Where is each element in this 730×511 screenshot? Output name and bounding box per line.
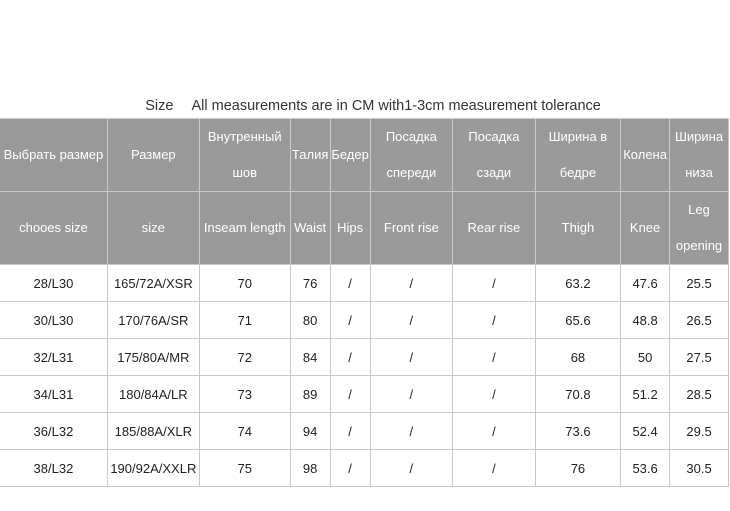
header-waist-en: Waist [290, 192, 330, 265]
header-inseam-en: Inseam length [199, 192, 290, 265]
cell-thigh: 65.6 [535, 302, 620, 339]
cell-rear-rise: / [453, 450, 536, 487]
header-hips-ru: Бедер [330, 119, 370, 192]
table-row [0, 450, 729, 487]
cell-hips: / [330, 376, 370, 413]
cell-knee: 47.6 [621, 265, 670, 302]
cell-front-rise: / [370, 265, 453, 302]
table-header [0, 119, 729, 265]
header-leg-opening-ru: Ширина низа [670, 119, 729, 192]
cell-hips: / [330, 339, 370, 376]
cell-rear-rise: / [453, 376, 536, 413]
cell-front-rise: / [370, 302, 453, 339]
cell-inseam: 75 [199, 450, 290, 487]
cell-choose-size: 28/L30 [0, 265, 107, 302]
cell-waist: 89 [290, 376, 330, 413]
cell-rear-rise: / [453, 413, 536, 450]
cell-waist: 80 [290, 302, 330, 339]
header-rear-rise-en: Rear rise [453, 192, 536, 265]
cell-size: 175/80A/MR [107, 339, 199, 376]
cell-knee: 50 [621, 339, 670, 376]
title-label: Size [145, 98, 174, 114]
header-rear-rise-ru: Посадка сзади [453, 119, 536, 192]
cell-front-rise: / [370, 339, 453, 376]
cell-waist: 98 [290, 450, 330, 487]
cell-inseam: 70 [199, 265, 290, 302]
header-thigh-ru: Ширина в бедре [535, 119, 620, 192]
cell-front-rise: / [370, 413, 453, 450]
cell-hips: / [330, 265, 370, 302]
header-hips-en: Hips [330, 192, 370, 265]
cell-rear-rise: / [453, 302, 536, 339]
cell-knee: 53.6 [621, 450, 670, 487]
cell-choose-size: 38/L32 [0, 450, 107, 487]
header-knee-en: Knee [621, 192, 670, 265]
cell-waist: 76 [290, 265, 330, 302]
cell-waist: 84 [290, 339, 330, 376]
header-front-rise-en: Front rise [370, 192, 453, 265]
cell-leg-opening: 26.5 [670, 302, 729, 339]
cell-choose-size: 36/L32 [0, 413, 107, 450]
table-row [0, 339, 729, 376]
header-size-en: size [107, 192, 199, 265]
header-waist-ru: Талия [290, 119, 330, 192]
cell-front-rise: / [370, 376, 453, 413]
cell-rear-rise: / [453, 339, 536, 376]
cell-thigh: 70.8 [535, 376, 620, 413]
cell-thigh: 63.2 [535, 265, 620, 302]
table-row [0, 265, 729, 302]
cell-thigh: 73.6 [535, 413, 620, 450]
header-choose-size-en: chooes size [0, 192, 107, 265]
cell-knee: 48.8 [621, 302, 670, 339]
cell-front-rise: / [370, 450, 453, 487]
cell-thigh: 76 [535, 450, 620, 487]
table-body [0, 265, 729, 487]
size-chart-table [0, 118, 729, 487]
cell-choose-size: 32/L31 [0, 339, 107, 376]
cell-hips: / [330, 302, 370, 339]
header-size-ru: Размер [107, 119, 199, 192]
cell-hips: / [330, 413, 370, 450]
header-front-rise-ru: Посадка спереди [370, 119, 453, 192]
title-note: All measurements are in CM with1-3cm measurement tolerance [191, 98, 601, 114]
cell-leg-opening: 28.5 [670, 376, 729, 413]
cell-waist: 94 [290, 413, 330, 450]
table-row [0, 376, 729, 413]
header-thigh-en: Thigh [535, 192, 620, 265]
cell-knee: 51.2 [621, 376, 670, 413]
header-choose-size-ru: Выбрать размер [0, 119, 107, 192]
cell-inseam: 72 [199, 339, 290, 376]
cell-inseam: 71 [199, 302, 290, 339]
cell-size: 180/84A/LR [107, 376, 199, 413]
cell-leg-opening: 29.5 [670, 413, 729, 450]
cell-knee: 52.4 [621, 413, 670, 450]
cell-size: 190/92A/XXLR [107, 450, 199, 487]
cell-inseam: 74 [199, 413, 290, 450]
cell-leg-opening: 27.5 [670, 339, 729, 376]
header-knee-ru: Колена [621, 119, 670, 192]
cell-rear-rise: / [453, 265, 536, 302]
cell-thigh: 68 [535, 339, 620, 376]
cell-inseam: 73 [199, 376, 290, 413]
header-leg-opening-en: Leg opening [670, 192, 729, 265]
table-row [0, 302, 729, 339]
cell-hips: / [330, 450, 370, 487]
cell-size: 165/72A/XSR [107, 265, 199, 302]
header-row-english [0, 192, 729, 265]
cell-leg-opening: 25.5 [670, 265, 729, 302]
header-inseam-ru: Внутренный шов [199, 119, 290, 192]
cell-choose-size: 34/L31 [0, 376, 107, 413]
cell-size: 185/88A/XLR [107, 413, 199, 450]
header-row-russian [0, 119, 729, 192]
cell-choose-size: 30/L30 [0, 302, 107, 339]
cell-size: 170/76A/SR [107, 302, 199, 339]
table-row [0, 413, 729, 450]
cell-leg-opening: 30.5 [670, 450, 729, 487]
